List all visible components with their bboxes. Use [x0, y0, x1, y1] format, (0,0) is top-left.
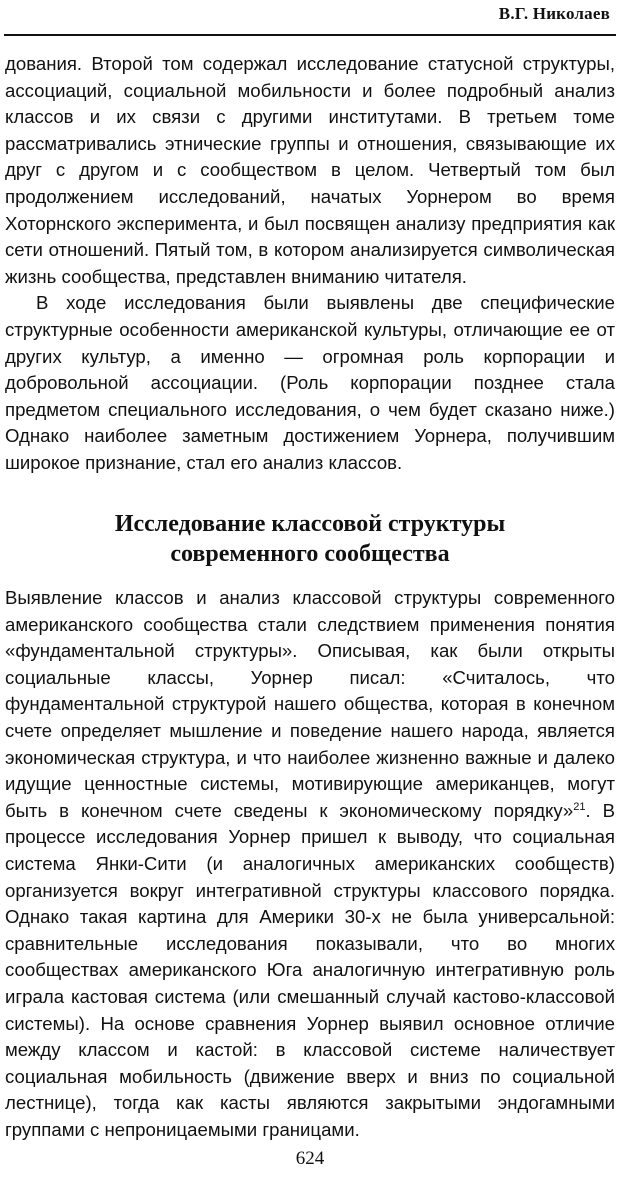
section-heading-line-1: Исследование классовой структуры: [114, 511, 506, 537]
paragraph-text-before-note: Выявление классов и анализ классовой структуры современного американского сообщества стали следствием применения понятия «фундаментальной структуры». Описывая, как были открыты социальные классы, Уорнер писал: «Считалось, что фундаментальной структурой нашего общества, которая в конечном счете определяет мышление и поведение нашего народа, является экономическая структура, и что наиболее жизненно важные и далеко идущие ценностные системы, мотивирующие американцев, могут быть в конечном счете сведены к экономическому порядку»: [5, 587, 615, 821]
section-heading-line-2: современного сообщества: [170, 541, 450, 567]
running-head: В.Г. Николаев: [498, 4, 610, 23]
paragraph-class-structure: [5, 585, 615, 1143]
footnote-marker: 21: [573, 800, 586, 813]
header-rule: [4, 34, 616, 36]
paragraph-structural-features: В ходе исследования были выявлены две специфические структурные особенности американской культуры, отличающие ее от других культур, а именно — огромная роль корпорации и добровольной ассоциации. (Роль корпорации позднее стала предметом специального исследования, о чем будет сказано ниже.) Однако наиболее заметным достижением Уорнера, получившим широкое признание, стал его анализ классов.: [5, 292, 615, 473]
section-heading: [0, 509, 620, 569]
text-block-main: [5, 585, 615, 1143]
page-number: 624: [295, 1148, 325, 1169]
paragraph-continued: дования. Второй том содержал исследование статусной структуры, ассоциаций, социальной мобильности и более подробный анализ классов и их связи с другими институтами. В третьем томе рассматривались этнические группы и отношения, связывающие их друг с другом и с сообществом в целом. Четвертый том был продолжением исследований, начатых Уорнером во время Хоторнского эксперимента, и был посвящен анализу предприятия как сети отношений. Пятый том, в котором анализируется символическая жизнь сообщества, представлен вниманию читателя.: [5, 53, 615, 287]
paragraph-text-after-note: . В процессе исследования Уорнер пришел к выводу, что социальная система Янки-Сити (и аналогичных американских сообществ) организуется вокруг интегративной структуры классового порядка. Однако такая картина для Америки 30-х не была универсальной: сравнительные исследования показывали, что во многих сообществах американского Юга аналогичную интегративную роль играла кастовая система (или смешанный случай кастово-классовой системы). На основе сравнения Уорнер выявил основное отличие между классом и кастой: в классовой системе наличествует социальная мобильность (движение вверх и вниз по социальной лестнице), тогда как касты являются закрытыми эндогамными группами с непроницаемыми границами.: [5, 799, 615, 1140]
text-block-top: [5, 51, 615, 477]
